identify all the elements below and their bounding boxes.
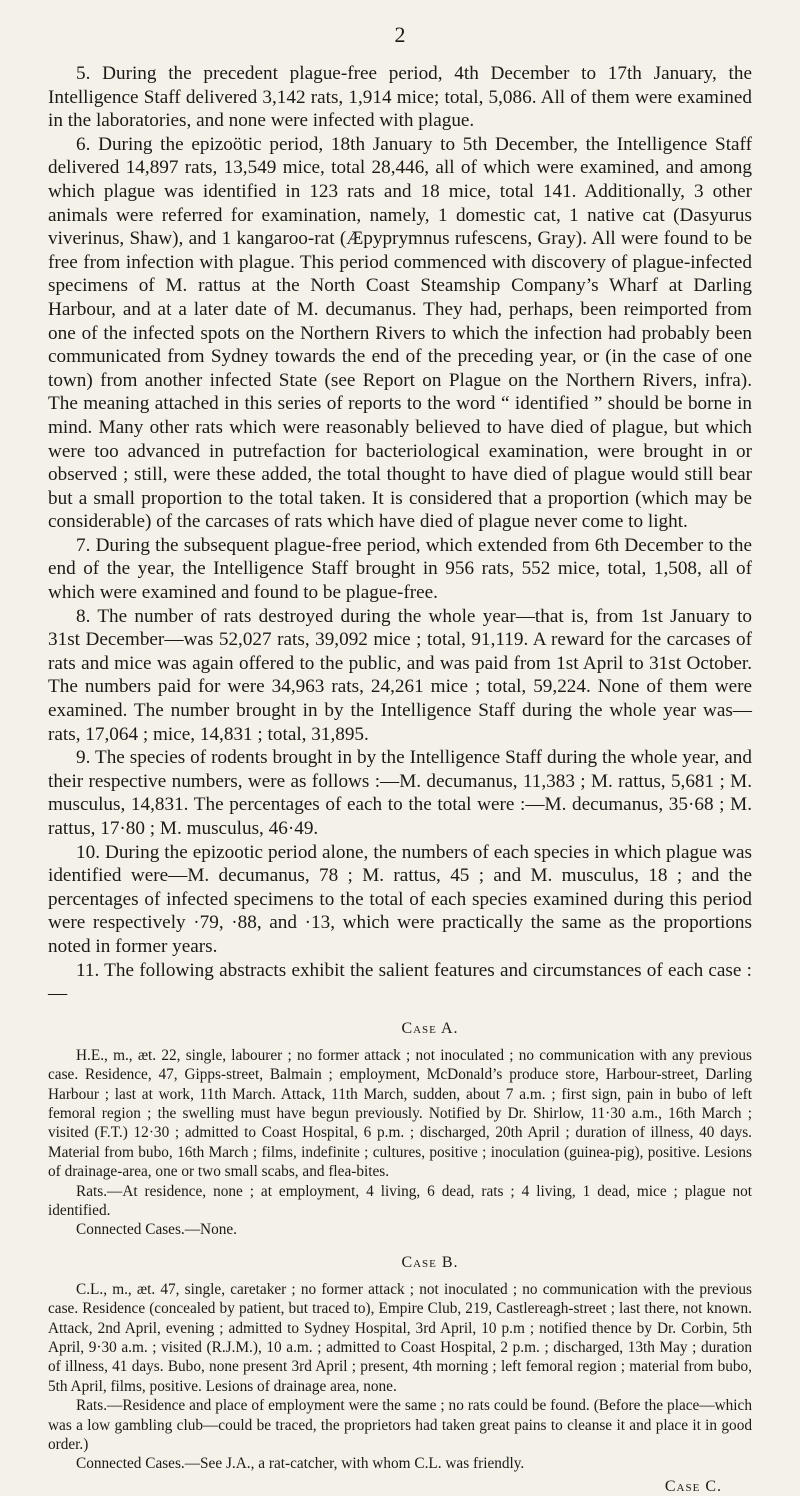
paragraph-11: 11. The following abstracts exhibit the salient features and circumstances of each case :— [48, 959, 752, 1005]
case-b-connected: Connected Cases.—See J.A., a rat-catcher, with whom C.L. was friendly. [76, 1455, 525, 1473]
case-b-text: C.L., m., æt. 47, single, caretaker ; no former attack ; not inoculated ; no communication with the previous case. Residence (concealed by patient, but traced to), Empire Club, 219, Castlereagh-street ; last there, not known. Attack, 2nd April, evening ; admitted to Sydney Hospital, 3rd April, 10 p.m ; notified thence by Dr. Corbin, 5th April, 9·30 a.m. ; visited (R.J.M.), 10 a.m. ; admitted to Coast Hospital, 2 p.m. ; discharged, 13th May ; duration of illness, 41 days. Bubo, none present 3rd April ; present, 4th morning ; left femoral region ; material from bubo, 5th April, films, positive. Lesions of drainage area, none. [48, 1280, 752, 1395]
case-b-title: Case B. [401, 1253, 459, 1271]
case-c-title: Case C. [664, 1477, 722, 1495]
paragraph-5: 5. During the precedent plague-free period, 4th December to 17th January, the Intelligence Staff delivered 3,142 rats, 1,914 mice; total, 5,086. All of them were examined in the laboratories, and none were infected with plague. [48, 63, 752, 132]
paragraph-10: 10. During the epizootic period alone, the numbers of each species in which plague was identified were—M. decumanus, 78 ; M. rattus, 45 ; and M. musculus, 18 ; and the percentages of infected specimens to the total of each species examined during this period were respectively ·79, ·88, and ·13, which were practically the same as the proportions noted in former years. [48, 841, 752, 957]
case-a-rats: Rats.—At residence, none ; at employment, 4 living, 6 dead, rats ; 4 living, 1 dead, mice ; plague not identified. [48, 1182, 752, 1219]
case-b-rats: Rats.—Residence and place of employment were the same ; no rats could be found. (Before the place—which was a low gambling club—could be traced, the proprietors had taken great pains to cleanse it and place it in good order.) [48, 1397, 752, 1454]
case-b-section [48, 1280, 752, 1474]
paragraph-7: 7. During the subsequent plague-free period, which extended from 6th December to the end of the year, the Intelligence Staff brought in 956 rats, 552 mice, total, 1,508, all of which were examined and found to be plague-free. [48, 534, 752, 604]
main-text [48, 62, 752, 1006]
case-a-section [48, 1046, 752, 1240]
case-a-text: H.E., m., æt. 22, single, labourer ; no former attack ; not inoculated ; no communication with any previous case. Residence, 47, Gipps-street, Balmain ; employment, McDonald’s produce store, Harbour-street, Darling Harbour ; last at work, 11th March. Attack, 11th March, sudden, about 7 a.m. ; first sign, pain in bubo of left femoral region ; the swelling must have begun previously. Notified by Dr. Shirlow, 11·30 a.m., 16th March ; visited (F.T.) 12·30 ; admitted to Coast Hospital, 6 p.m. ; discharged, 20th April ; duration of illness, 40 days. Material from bubo, 16th March ; films, indefinite ; cultures, positive ; inoculation (guinea-pig), positive. Lesions of drainage-area, one or two small scabs, and flea-bites. [48, 1046, 752, 1181]
case-a-connected: Connected Cases.—None. [76, 1221, 238, 1239]
paragraph-9: 9. The species of rodents brought in by the Intelligence Staff during the whole year, and their respective numbers, were as follows :—M. decumanus, 11,383 ; M. rattus, 5,681 ; M. musculus, 14,831. The percentages of each to the total were :—M. decumanus, 35·68 ; M. rattus, 17·80 ; M. musculus, 46·49. [48, 747, 752, 839]
page-number: 2 [394, 22, 406, 47]
case-a-title: Case A. [401, 1019, 459, 1037]
paragraph-8: 8. The number of rats destroyed during the whole year—that is, from 1st January to 31st December—was 52,027 rats, 39,092 mice ; total, 91,119. A reward for the carcases of rats and mice was again offered to the public, and was paid from 1st April to 31st October. The numbers paid for were 34,963 rats, 24,261 mice ; total, 59,224. None of them were examined. The number brought in by the Intelligence Staff during the whole year was—rats, 17,064 ; mice, 14,831 ; total, 31,895. [48, 605, 752, 745]
paragraph-6: 6. During the epizoötic period, 18th January to 5th December, the Intelligence Staff delivered 14,897 rats, 13,549 mice, total 28,446, all of which were examined, and among which plague was identified in 123 rats and 18 mice, total 141. Additionally, 3 other animals were referred for examination, namely, 1 domestic cat, 1 native cat (Dasyurus viverinus, Shaw), and 1 kangaroo-rat (Æpyprymnus rufescens, Gray). All were found to be free from infection with plague. This period commenced with discovery of plague-infected specimens of M. rattus at the North Coast Steamship Company’s Wharf at Darling Harbour, and at a later date of M. decumanus. They had, perhaps, been reimported from one of the infected spots on the Northern Rivers to which the infection had probably been communicated from Sydney towards the end of the preceding year, or (in the case of one town) from another infected State (see Report on Plague on the Northern Rivers, infra). The meaning attached in this series of reports to the word “ identified ” should be borne in mind. Many other rats which were reasonably believed to have died of plague, but which were too advanced in putrefaction for bacteriological examination, were brought in or observed ; still, were these added, the total thought to have died of plague would still bear but a small proportion to the total taken. It is considered that a proportion (which may be considerable) of the carcases of rats which have died of plague never come to light. [48, 133, 752, 533]
